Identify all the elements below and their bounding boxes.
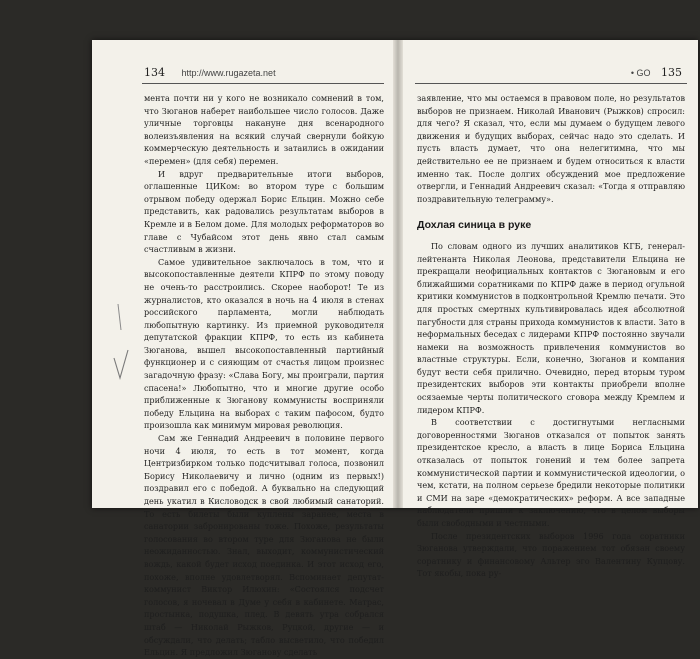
paragraph: И вдруг предварительные итоги выборов, оглашенные ЦИКом: во втором туре с большим отрывом победу одержал Борис Ельцин. Можно себе представить, как радовались результатам выборов в Кремле и в Белом доме. Для молодых реформаторов во главе с Чубайсом этот день явно стал самым счастливым в жизни. xyxy=(144,168,384,255)
book-gutter xyxy=(393,40,403,508)
left-header-rule xyxy=(142,83,384,84)
paragraph: В соответствии с достигнутыми негласными договоренностями Зюганов отказался от попыток занять президентское кресло, а власть в лице Бориса Ельцина отказалась от попыток гонений и тем более запрета коммунистической партии и коммунистической идеологии, о чем, кстати, на полном серьезе бредили некоторые политики и СМИ на заре «демократических» реформ. А все западные наблюдатели пришли к заключению, что в целом выборы были свободными и честными. xyxy=(417,417,685,528)
paragraph: мента почти ни у кого не возникало сомнений в том, что Зюганов наберет наибольшее число голосов. Даже уличные торговцы накануне дня всенародного волеизъявления на всякий случай свернули бойкую коммерческую деятельность и затаились в ожидании «перемен» (для себя) перемен. xyxy=(144,93,384,166)
right-running-head xyxy=(631,66,682,79)
right-page-text xyxy=(417,92,685,580)
paragraph: По словам одного из лучших аналитиков КГБ, генерал-лейтенанта Николая Леонова, представители Ельцина не прекращали неофициальных контактов с Зюгановым и его ближайшими соратниками по КПРФ даже в период огульной критики коммунистов в подконтрольной Кремлю печати. Это для простых смертных культивировалась идея абсолютной пагубности для страны прихода коммунистов к власти. Зато в неформальных беседах с лидерами КПРФ постоянно звучали намеки на возможность привлечения коммунистов во властные структуры. Если, конечно, Зюганов и компания будут вести себя прилично. Очевидно, перед вторым туром президентских выборов эти контакты приобрели вполне осязаемые черты политического сговора между Кремлем и лидером КПРФ. xyxy=(417,240,685,415)
left-running-head-url: http://www.rugazeta.net xyxy=(181,68,276,78)
right-page-number: 135 xyxy=(661,66,682,79)
paragraph: Сам же Геннадий Андреевич в половине первого ночи 4 июля, то есть в тот момент, когда Центризбирком только подсчитывал голоса, позвонил Борису Николаевичу и лично (одним из первых!) поздравил его с победой. А буквально на следующий день укатил в Кисловодск в свой любимый санаторий. То есть билеты были куплены заранее, места в санатории забронированы тоже. Похоже, результаты голосования во втором туре для Зюганова не были неожиданностью. Знал, выходит, коммунистический вождь, какой будет исход поединка. И этот исход его, похоже, вполне удовлетворял. Вспоминает депутат-коммунист Виктор Илюхин: «Состоялся подсчет голосов, я ночевал в Думе у себя в кабинете. Матрас, простынка, подушка, плед. В девять утра собрался штаб — Николай Рыжков, Руцкой, другие — и обсуждали, что делать; табло высветило, что победил Ельцин. Я предложил Зюганову сделать xyxy=(144,433,384,658)
right-page xyxy=(403,40,698,579)
book-spread xyxy=(92,40,698,658)
paragraph: Самое удивительное заключалось в том, что и высокопоставленные деятели КПРФ по этому поводу не очень-то расстроились. Скорее наоборот! Те из журналистов, кто оказался в ночь на 4 июля в стенах российского парламента, могли наблюдать любопытную картинку. Из приемной руководителя депутатской фракции КПРФ, то есть из кабинета Зюганова, вышел высокопоставленный партийный функционер и с сияющим от счастья лицом произнес загадочную фразу: «Слава Богу, мы проиграли, партия спасена!» Любопытно, что и многие другие особо приближенные к Зюганову коммунисты восприняли победу Ельцина на выборах с таким пафосом, будто произошла как минимум мировая революция. xyxy=(144,256,384,431)
paragraph: После президентских выборов 1996 года соратники Зюганова утверждали, что поражением тот обязан своему соратнику и финансовому Альтер эго Валентину Купцову. Тот якобы, пока ру- xyxy=(417,530,685,579)
section-title: Дохлая синица в руке xyxy=(417,219,532,232)
left-page-text xyxy=(144,92,384,659)
right-header-rule xyxy=(415,83,687,84)
left-page-number: 134 xyxy=(144,66,165,79)
left-running-head xyxy=(144,66,276,79)
paragraph: заявление, что мы остаемся в правовом поле, но результатов выборов не признаем. Николай Иванович (Рыжков) спросил: для чего? Я сказал, что, если мы думаем о будущем левого движения и будущих выборах, сейчас надо это сделать. И пусть власть думает, что она нелегитимна, что мы действительно ее не признаем и будем относиться к власти именно так. После долгих обсуждений мое предложение отвергли, и Геннадий Андреевич сказал: «Тогда я отправляю поздравительную телеграмму». xyxy=(417,93,685,204)
pencil-margin-marks xyxy=(106,300,136,400)
right-running-head-label: • GO xyxy=(630,68,651,78)
left-page xyxy=(92,40,393,658)
